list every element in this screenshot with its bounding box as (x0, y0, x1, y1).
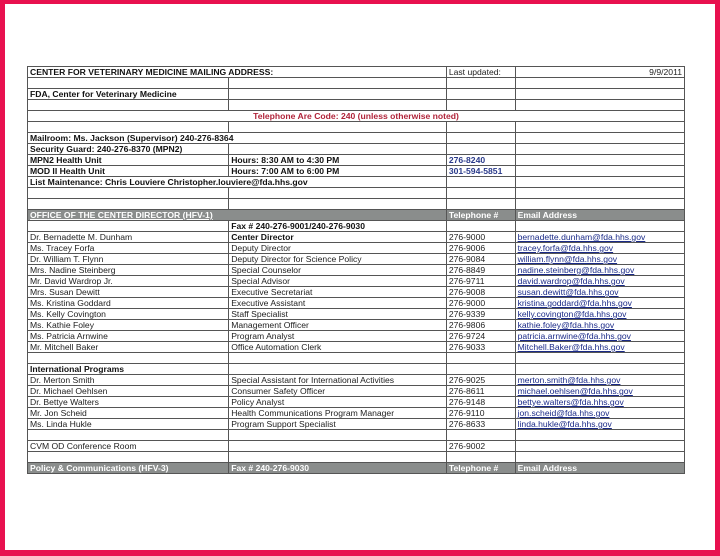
table-row (28, 298, 685, 309)
list-maintenance-info: List Maintenance: Chris Louviere Christopher.louviere@fda.hhs.gov (28, 177, 447, 188)
person-email (515, 276, 684, 287)
email-link[interactable]: william.flynn@fda.hhs.gov (517, 254, 618, 264)
table-row (28, 232, 685, 243)
person-phone: 276-8849 (446, 265, 515, 276)
person-title: Special Advisor (229, 276, 447, 287)
conference-room-name: CVM OD Conference Room (28, 441, 229, 452)
person-name: Ms. Linda Hukle (28, 419, 229, 430)
person-name: Ms. Patricia Arnwine (28, 331, 229, 342)
person-name: Ms. Kelly Covington (28, 309, 229, 320)
person-email (515, 243, 684, 254)
email-link[interactable]: bettye.walters@fda.hhs.gov (517, 397, 624, 407)
telephone-column-header: Telephone # (446, 210, 515, 221)
table-row (28, 243, 685, 254)
org-row (28, 89, 685, 100)
section-title-row (28, 364, 685, 375)
person-name: Ms. Tracey Forfa (28, 243, 229, 254)
person-phone: 276-9008 (446, 287, 515, 298)
email-link[interactable]: susan.dewitt@fda.hhs.gov (517, 287, 619, 297)
person-title: Policy Analyst (229, 397, 447, 408)
person-name: Dr. Merton Smith (28, 375, 229, 386)
person-email (515, 232, 684, 243)
person-title: Staff Specialist (229, 309, 447, 320)
section-title: Policy & Communications (HFV-3) (28, 463, 229, 474)
table-row (28, 320, 685, 331)
person-name: Mr. David Wardrop Jr. (28, 276, 229, 287)
last-updated-value: 9/9/2011 (515, 67, 684, 78)
person-title: Consumer Safety Officer (229, 386, 447, 397)
person-name: Ms. Kathie Foley (28, 320, 229, 331)
person-name: Dr. Bernadette M. Dunham (28, 232, 229, 243)
person-email (515, 254, 684, 265)
title-row (28, 67, 685, 78)
email-link[interactable]: linda.hukle@fda.hhs.gov (517, 419, 612, 429)
person-phone: 276-9806 (446, 320, 515, 331)
person-phone: 276-8633 (446, 419, 515, 430)
mailroom-info: Mailroom: Ms. Jackson (Supervisor) 240-276-8364 (28, 133, 447, 144)
email-link[interactable]: tracey.forfa@fda.hhs.gov (517, 243, 614, 253)
area-code-note: Telephone Are Code: 240 (unless otherwise noted) (28, 111, 685, 122)
health-unit-name: MPN2 Health Unit (28, 155, 229, 166)
person-title: Office Automation Clerk (229, 342, 447, 353)
email-column-header: Email Address (515, 210, 684, 221)
empty-row (28, 122, 685, 133)
table-row (28, 342, 685, 353)
health-unit-hours: Hours: 7:00 AM to 6:00 PM (229, 166, 447, 177)
email-link[interactable]: nadine.steinberg@fda.hhs.gov (517, 265, 635, 275)
table-row (28, 331, 685, 342)
table-row (28, 254, 685, 265)
email-link[interactable]: kelly.covington@fda.hhs.gov (517, 309, 627, 319)
person-email (515, 408, 684, 419)
person-name: Dr. Bettye Walters (28, 397, 229, 408)
table-row (28, 276, 685, 287)
email-link[interactable]: Mitchell.Baker@fda.hhs.gov (517, 342, 625, 352)
person-phone: 276-9006 (446, 243, 515, 254)
area-code-row (28, 111, 685, 122)
list-maintenance-row (28, 177, 685, 188)
person-title: Special Counselor (229, 265, 447, 276)
person-email (515, 287, 684, 298)
fax-number: Fax # 240-276-9030 (229, 463, 447, 474)
person-title: Executive Secretariat (229, 287, 447, 298)
empty-row (28, 100, 685, 111)
email-link[interactable]: david.wardrop@fda.hhs.gov (517, 276, 625, 286)
person-phone: 276-8611 (446, 386, 515, 397)
health-unit-row (28, 166, 685, 177)
section-header-policy (28, 463, 685, 474)
person-email (515, 265, 684, 276)
org-name: FDA, Center for Veterinary Medicine (28, 89, 229, 100)
health-unit-phone: 276-8240 (446, 155, 515, 166)
person-phone: 276-9724 (446, 331, 515, 342)
table-row (28, 309, 685, 320)
fax-row (28, 221, 685, 232)
empty-row (28, 452, 685, 463)
person-phone: 276-9025 (446, 375, 515, 386)
person-title: Deputy Director for Science Policy (229, 254, 447, 265)
table-row (28, 375, 685, 386)
fax-number: Fax # 240-276-9001/240-276-9030 (229, 221, 447, 232)
empty-row (28, 430, 685, 441)
email-column-header: Email Address (515, 463, 684, 474)
person-title: Health Communications Program Manager (229, 408, 447, 419)
person-name: Ms. Kristina Goddard (28, 298, 229, 309)
table-row (28, 287, 685, 298)
email-link[interactable]: merton.smith@fda.hhs.gov (517, 375, 621, 385)
health-unit-row (28, 155, 685, 166)
conference-row (28, 441, 685, 452)
security-info: Security Guard: 240-276-8370 (MPN2) (28, 144, 229, 155)
person-title: Management Officer (229, 320, 447, 331)
health-unit-phone: 301-594-5851 (446, 166, 515, 177)
empty-row (28, 353, 685, 364)
person-email (515, 342, 684, 353)
email-link[interactable]: bernadette.dunham@fda.hhs.gov (517, 232, 646, 242)
email-link[interactable]: kathie.foley@fda.hhs.gov (517, 320, 615, 330)
person-phone: 276-9000 (446, 298, 515, 309)
person-title: Program Support Specialist (229, 419, 447, 430)
email-link[interactable]: jon.scheid@fda.hhs.gov (517, 408, 610, 418)
person-email (515, 397, 684, 408)
person-name: Dr. Michael Oehlsen (28, 386, 229, 397)
person-email (515, 375, 684, 386)
section-header-office-director (28, 210, 685, 221)
person-name: Mrs. Nadine Steinberg (28, 265, 229, 276)
person-phone: 276-9148 (446, 397, 515, 408)
person-email (515, 309, 684, 320)
email-link[interactable]: kristina.goddard@fda.hhs.gov (517, 298, 632, 308)
conference-room-phone: 276-9002 (446, 441, 515, 452)
table-row (28, 408, 685, 419)
email-link[interactable]: patricia.arnwine@fda.hhs.gov (517, 331, 631, 341)
person-email (515, 320, 684, 331)
empty-row (28, 188, 685, 199)
table-row (28, 397, 685, 408)
security-row (28, 144, 685, 155)
person-name: Mr. Jon Scheid (28, 408, 229, 419)
empty-row (28, 78, 685, 89)
person-title: Special Assistant for International Activities (229, 375, 447, 386)
health-unit-name: MOD II Health Unit (28, 166, 229, 177)
table-row (28, 386, 685, 397)
person-title: Center Director (229, 232, 447, 243)
table-row (28, 265, 685, 276)
person-title: Deputy Director (229, 243, 447, 254)
person-email (515, 298, 684, 309)
person-phone: 276-9711 (446, 276, 515, 287)
person-phone: 276-9000 (446, 232, 515, 243)
table-row (28, 419, 685, 430)
person-phone: 276-9084 (446, 254, 515, 265)
section-title: OFFICE OF THE CENTER DIRECTOR (HFV-1) (28, 210, 229, 221)
empty-row (28, 199, 685, 210)
person-name: Mr. Mitchell Baker (28, 342, 229, 353)
person-phone: 276-9033 (446, 342, 515, 353)
document-title: CENTER FOR VETERINARY MEDICINE MAILING ADDRESS: (28, 67, 447, 78)
person-email (515, 419, 684, 430)
document-page (5, 4, 715, 550)
person-name: Dr. William T. Flynn (28, 254, 229, 265)
mailing-address-sheet (27, 66, 685, 474)
health-unit-hours: Hours: 8:30 AM to 4:30 PM (229, 155, 447, 166)
person-name: Mrs. Susan Dewitt (28, 287, 229, 298)
person-email (515, 386, 684, 397)
email-link[interactable]: michael.oehlsen@fda.hhs.gov (517, 386, 633, 396)
mailroom-row (28, 133, 685, 144)
person-title: Executive Assistant (229, 298, 447, 309)
person-email (515, 331, 684, 342)
person-title: Program Analyst (229, 331, 447, 342)
person-phone: 276-9339 (446, 309, 515, 320)
international-programs-title: International Programs (28, 364, 229, 375)
last-updated-label: Last updated: (446, 67, 515, 78)
person-phone: 276-9110 (446, 408, 515, 419)
telephone-column-header: Telephone # (446, 463, 515, 474)
